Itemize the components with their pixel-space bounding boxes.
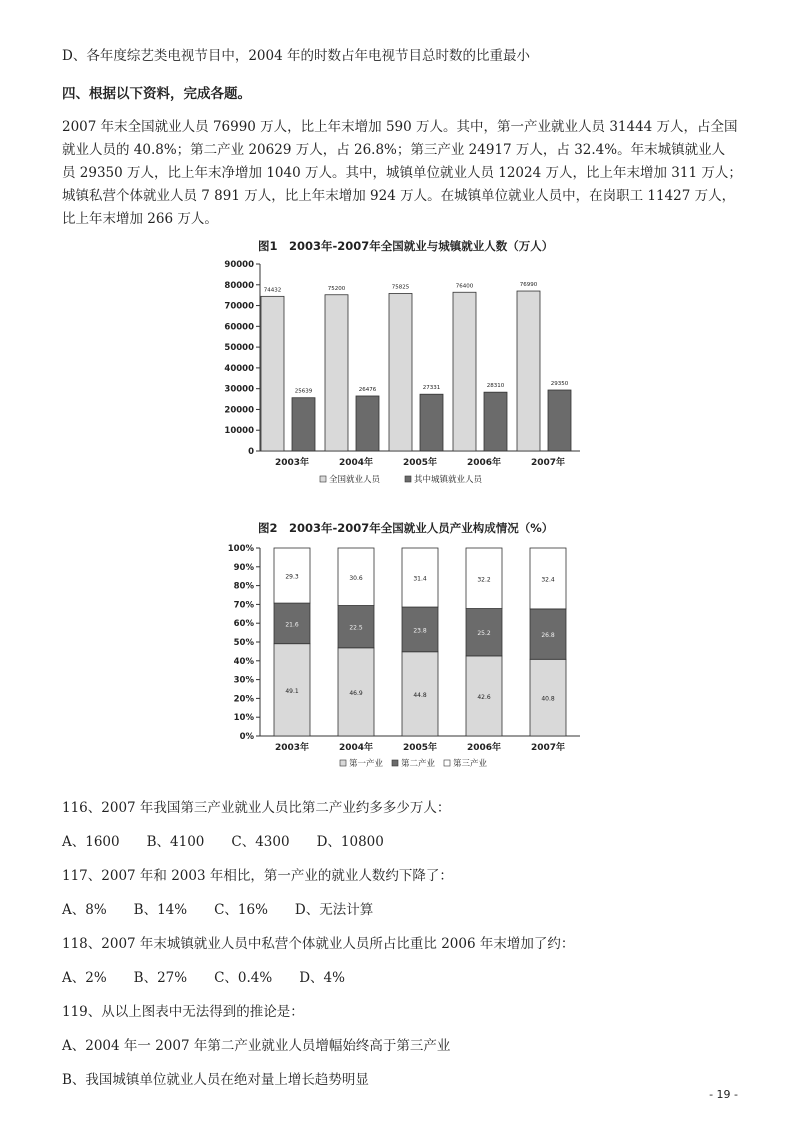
chart2-legend-label: 第二产业 [401,759,436,769]
section-title: 四、根据以下资料，完成各题。 [62,86,251,102]
question-119-option-a: A、2004 年一 2007 年第二产业就业人员增幅始终高于第三产业 [62,1038,451,1054]
chart1-data-label: 29350 [550,381,569,388]
chart1-y-tick-label: 0 [248,447,254,457]
chart2-title: 图2 2003年-2007年全国就业人员产业构成情况（%） [258,521,554,535]
chart1-y-tick-label: 10000 [224,426,254,437]
chart2-data-label: 42.6 [477,693,491,701]
chart1-legend-label: 全国就业人员 [329,475,381,485]
chart1-x-tick-label: 2004年 [338,458,374,468]
chart1-bar [292,398,315,451]
question-118-options: A、2% B、27% C、0.4% D、4% [62,970,345,986]
chart1-y-tick-label: 70000 [224,301,254,312]
chart1-y-tick-label: 20000 [224,405,254,416]
paragraph-line: 就业人员的 40.8%；第二产业 20629 万人，占 26.8%；第三产业 24917 万人，占 32.4%。年末城镇就业人 [62,142,726,158]
chart1-data-label: 28310 [486,383,505,390]
chart2-y-tick-label: 30% [233,675,254,686]
chart1-data-label: 75200 [327,285,346,292]
chart1-employment-bar-chart [210,256,610,496]
source-paragraph [62,116,742,231]
chart1-y-tick-label: 40000 [224,363,254,374]
page-number: - 19 - [709,1088,738,1101]
chart1-data-label: 75825 [391,284,410,291]
chart2-industry-structure-chart [210,540,610,780]
question-117-stem: 117、2007 年和 2003 年相比，第一产业的就业人数约下降了： [62,868,453,884]
chart1-legend-swatch [320,476,326,482]
question-116-stem: 116、2007 年我国第三产业就业人员比第二产业约多多少万人： [62,800,451,816]
chart1-bar [420,394,443,451]
chart2-x-tick-label: 2003年 [274,743,310,753]
chart2-legend-label: 第一产业 [349,759,384,769]
chart2-x-tick-label: 2007年 [530,743,566,753]
chart2-data-label: 31.4 [413,575,427,583]
chart1-bar [517,291,540,451]
chart2-legend-swatch [392,760,398,766]
paragraph-line: 比上年末增加 266 万人。 [62,211,218,227]
chart2-y-tick-label: 10% [233,713,254,724]
chart1-bar [261,296,284,451]
chart1-y-tick-label: 60000 [224,322,254,333]
chart2-data-label: 25.2 [477,630,491,638]
chart2-y-tick-label: 90% [233,562,254,573]
chart2-y-tick-label: 50% [233,638,254,648]
chart1-y-tick-label: 30000 [224,384,254,395]
chart2-y-tick-label: 80% [233,581,254,592]
chart1-bar [548,390,571,451]
chart1-title: 图1 2003年-2007年全国就业与城镇就业人数（万人） [258,239,554,253]
question-117-options: A、8% B、14% C、16% D、无法计算 [62,902,374,918]
chart2-data-label: 32.2 [477,576,491,584]
chart2-data-label: 32.4 [541,576,555,584]
chart2-legend-swatch [444,760,450,766]
question-118-stem: 118、2007 年末城镇就业人员中私营个体就业人员所占比重比 2006 年末增加了约： [62,936,575,952]
chart1-data-label: 26476 [358,386,377,393]
chart1-bar [325,295,348,451]
chart1-x-tick-label: 2006年 [466,458,502,468]
chart1-bar [356,396,379,451]
chart2-x-tick-label: 2006年 [466,743,502,753]
chart1-data-label: 76400 [455,283,474,290]
chart2-data-label: 26.8 [541,632,555,640]
chart1-bar [453,292,476,451]
chart1-y-tick-label: 50000 [224,343,254,354]
chart2-data-label: 40.8 [541,695,555,703]
chart2-y-tick-label: 100% [227,544,254,554]
chart2-data-label: 46.9 [349,689,363,697]
chart1-data-label: 74432 [263,287,282,294]
chart2-data-label: 21.6 [285,621,299,629]
chart2-data-label: 30.6 [349,574,363,582]
chart2-data-label: 44.8 [413,691,427,699]
chart1-y-tick-label: 90000 [224,260,254,270]
chart1-data-label: 27331 [422,385,441,392]
chart1-legend-swatch [405,476,411,482]
question-116-options: A、1600 B、4100 C、4300 D、10800 [62,834,384,850]
paragraph-line: 员 29350 万人，比上年末净增加 1040 万人。其中，城镇单位就业人员 12024 万人，比上年末增加 311 万人； [62,165,742,181]
chart1-bar [484,392,507,451]
chart1-data-label: 25639 [294,388,313,395]
question-119-stem: 119、从以上图表中无法得到的推论是： [62,1004,304,1020]
chart2-legend-label: 第三产业 [453,759,488,769]
chart2-data-label: 23.8 [413,627,427,635]
chart2-data-label: 49.1 [285,687,299,695]
chart1-legend-label: 其中城镇就业人员 [414,475,483,485]
chart2-x-tick-label: 2004年 [338,743,374,753]
chart2-y-tick-label: 40% [233,656,254,667]
chart1-x-tick-label: 2007年 [530,458,566,468]
chart2-y-tick-label: 0% [239,732,254,742]
chart2-y-tick-label: 60% [233,619,254,630]
chart2-y-tick-label: 20% [233,694,254,705]
chart1-x-tick-label: 2005年 [402,458,438,468]
chart2-legend-swatch [340,760,346,766]
chart2-data-label: 29.3 [285,573,299,581]
chart1-x-tick-label: 2003年 [274,458,310,468]
paragraph-line: 城镇私营个体就业人员 7 891 万人，比上年末增加 924 万人。在城镇单位就业人员中，在岗职工 11427 万人， [62,188,736,204]
chart2-data-label: 22.5 [349,624,363,632]
previous-question-option-d: D、各年度综艺类电视节目中，2004 年的时数占年电视节目总时数的比重最小 [62,48,530,64]
chart1-data-label: 76990 [519,282,538,289]
chart1-bar [389,293,412,451]
chart2-y-tick-label: 70% [233,600,254,611]
question-119-option-b: B、我国城镇单位就业人员在绝对量上增长趋势明显 [62,1072,369,1088]
chart1-y-tick-label: 80000 [224,280,254,291]
paragraph-line: 2007 年末全国就业人员 76990 万人，比上年末增加 590 万人。其中，第一产业就业人员 31444 万人，占全国 [62,119,738,135]
chart2-x-tick-label: 2005年 [402,743,438,753]
